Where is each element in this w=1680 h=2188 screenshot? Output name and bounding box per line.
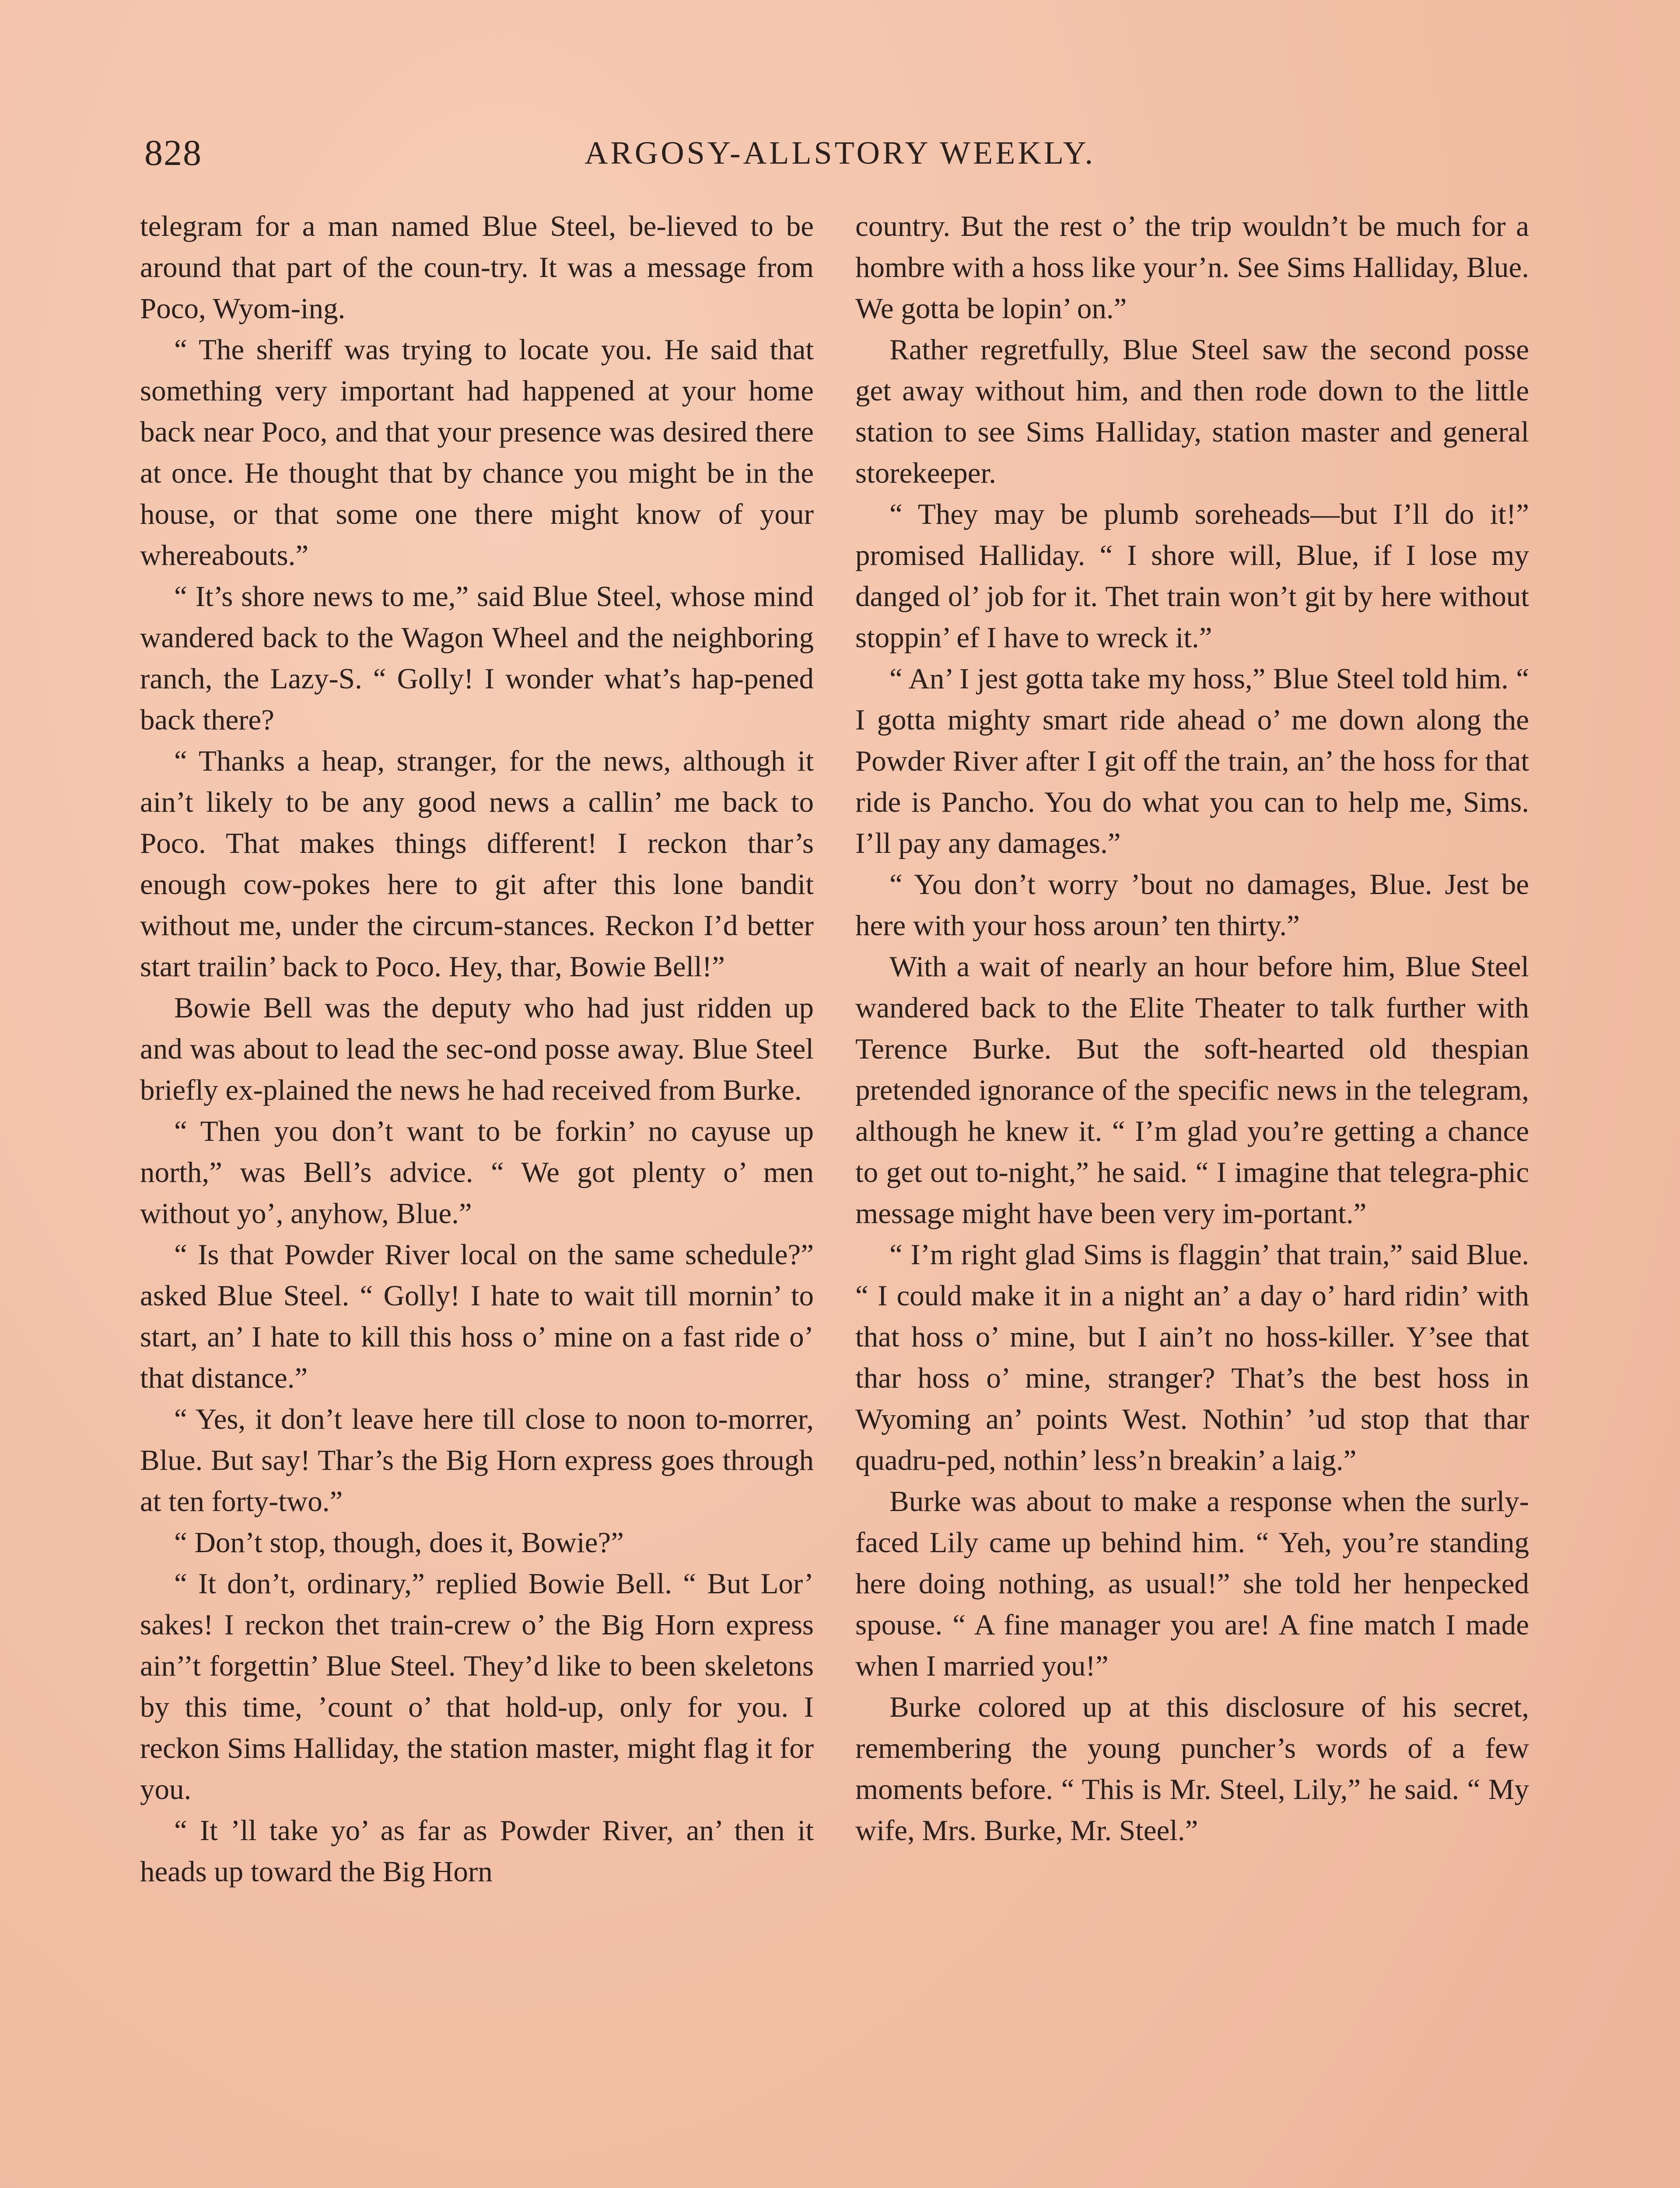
paragraph: “ I’m right glad Sims is flaggin’ that train,” said Blue. “ I could make it in a night an’ a day o’ hard ridin’ with that hoss o’ mine, but I ain’t no hoss-killer. Y’see that thar hoss o’ mine, stranger? That’s the best hoss in Wyoming an’ points West. Nothin’ ’ud stop that thar quadru-ped, nothin’ less’n breakin’ a laig.” [855,1238,1529,1476]
paragraph: “ They may be plumb soreheads—but I’ll do it!” promised Halliday. “ I shore will, Blue, if I lose my danged ol’ job for it. Thet train won’t git by here without stoppin’ ef I have to wreck it.” [855,498,1529,654]
paragraph: Rather regretfully, Blue Steel saw the second posse get away without him, and then rode down to the little station to see Sims Halliday, station master and general storekeeper. [855,333,1529,489]
paragraph: “ The sheriff was trying to locate you. He said that something very important had happened at your home back near Poco, and that your presence was desired there at once. He thought that by chance you might be in the house, or that some one there might know of your whereabouts.” [140,333,814,572]
paragraph: “ It don’t, ordinary,” replied Bowie Bell. “ But Lor’ sakes! I reckon thet train-crew o’ the Big Horn express ain’’t forgettin’ Blue Steel. They’d like to been skeletons by this time, ’count o’ that hold-up, only for you. I reckon Sims Halliday, the station master, might flag it for you. [140,1567,814,1806]
paragraph: Burke colored up at this disclosure of his secret, remembering the young puncher’s words of a few moments before. “ This is Mr. Steel, Lily,” he said. “ My wife, Mrs. Burke, Mr. Steel.” [855,1691,1529,1847]
left-column [140,206,814,1892]
running-head: ARGOSY-ALLSTORY WEEKLY. [584,135,1096,171]
paragraph: “ It ’ll take yo’ as far as Powder River, an’ then it heads up toward the Big Horn [140,1814,814,1888]
paragraph: “ An’ I jest gotta take my hoss,” Blue Steel told him. “ I gotta mighty smart ride ahead o’ me down along the Powder River after I git off the train, an’ the hoss for that ride is Pancho. You do what you can to help me, Sims. I’ll pay any damages.” [855,663,1529,859]
paragraph: country. But the rest o’ the trip wouldn’t be much for a hombre with a hoss like your’n. See Sims Halliday, Blue. We gotta be lopin’ on.” [855,210,1529,325]
paragraph: Bowie Bell was the deputy who had just ridden up and was about to lead the sec-ond posse away. Blue Steel briefly ex-plained the news he had received from Burke. [140,992,814,1106]
paragraph: “ You don’t worry ’bout no damages, Blue. Jest be here with your hoss aroun’ ten thirty.” [855,868,1529,942]
paragraph: “ Is that Powder River local on the same schedule?” asked Blue Steel. “ Golly! I hate to wait till mornin’ to start, an’ I hate to kill this hoss o’ mine on a fast ride o’ that distance.” [140,1238,814,1394]
right-column [855,206,1529,1851]
paragraph: “ It’s shore news to me,” said Blue Steel, whose mind wandered back to the Wagon Wheel and the neighboring ranch, the Lazy-S. “ Golly! I wonder what’s hap-pened back there? [140,580,814,736]
paragraph: telegram for a man named Blue Steel, be-lieved to be around that part of the coun-try. It was a message from Poco, Wyom-ing. [140,210,814,325]
paragraph: “ Then you don’t want to be forkin’ no cayuse up north,” was Bell’s advice. “ We got plenty o’ men without yo’, anyhow, Blue.” [140,1115,814,1230]
paragraph: With a wait of nearly an hour before him, Blue Steel wandered back to the Elite Theater to talk further with Terence Burke. But the soft-hearted old thespian pretended ignorance of the specific news in the telegram, although he knew it. “ I’m glad you’re getting a chance to get out to-night,” he said. “ I imagine that telegra-phic message might have been very im-portant.” [855,950,1529,1230]
paragraph: Burke was about to make a response when the surly-faced Lily came up behind him. “ Yeh, you’re standing here doing nothing, as usual!” she told her henpecked spouse. “ A fine manager you are! A fine match I made when I married you!” [855,1485,1529,1682]
paragraph: “ Don’t stop, though, does it, Bowie?” [174,1526,624,1559]
paragraph: “ Yes, it don’t leave here till close to noon to-morrer, Blue. But say! Thar’s the Big Horn express goes through at ten forty-two.” [140,1403,814,1518]
paragraph: “ Thanks a heap, stranger, for the news, although it ain’t likely to be any good news a callin’ me back to Poco. That makes things different! I reckon thar’s enough cow-pokes here to git after this lone bandit without me, under the circum-stances. Reckon I’d better start trailin’ back to Poco. Hey, thar, Bowie Bell!” [140,745,814,983]
page-number: 828 [144,133,202,173]
